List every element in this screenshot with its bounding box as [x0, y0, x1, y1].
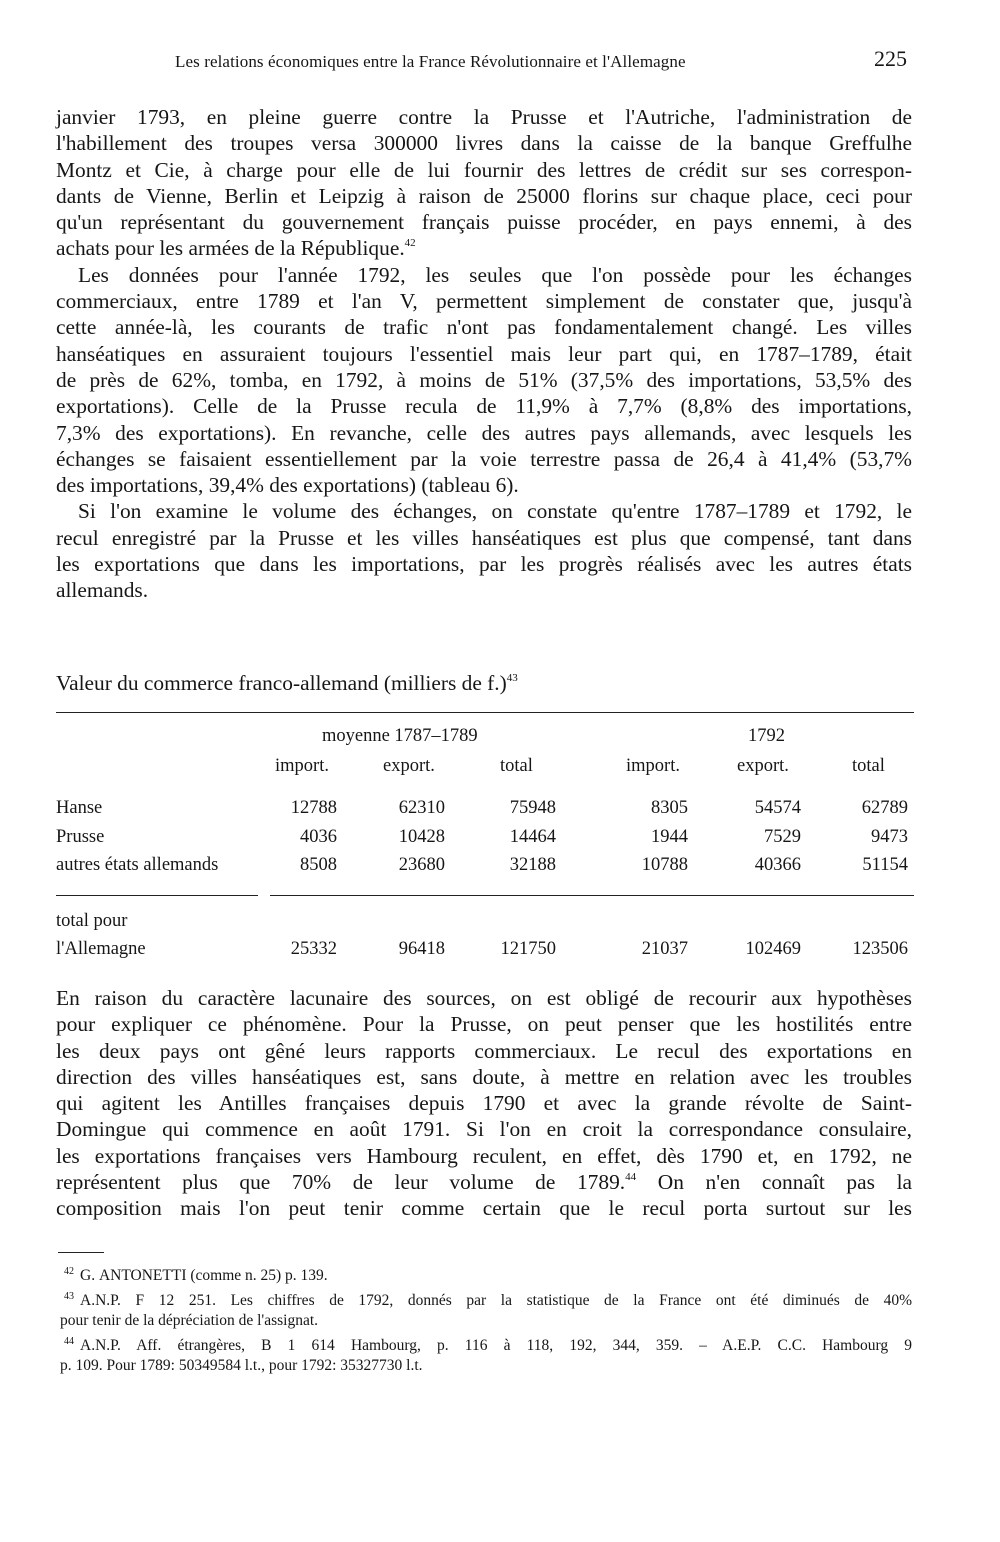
- text-fragment: On n'en connaît pas la: [657, 1170, 913, 1195]
- column-header: total: [500, 756, 533, 776]
- table-cell: 25332: [290, 939, 337, 959]
- text-fragment: représentent plus que 70% de leur volume de 1789.: [56, 1170, 626, 1195]
- table-cell: 62310: [398, 798, 445, 818]
- text-line: Domingue qui commence en août 1791. Si l'on en croit la correspondance consulaire,: [56, 1117, 912, 1142]
- footnotes: [60, 1262, 912, 1377]
- text-fragment: A.N.P. F 12 251. Les chiffres de 1792, donnés par la statistique de la France ont été diminués de 40%: [80, 1291, 912, 1309]
- text-line: les exportations que dans les importations, par les progrès réalisés avec les autres états: [56, 552, 912, 577]
- column-header: export.: [737, 756, 789, 776]
- table-cell: 1944: [651, 827, 688, 847]
- text-line: qu'un représentant du gouvernement français puisse procéder, en pays ennemi, à des: [56, 210, 912, 235]
- paragraph-4: [56, 985, 912, 1222]
- text-line: pour expliquer ce phénomène. Pour la Prusse, on peut penser que les hostilités entre: [56, 1012, 912, 1037]
- table-cell: 7529: [764, 827, 801, 847]
- text-line: des importations, 39,4% des exportations) (tableau 6).: [56, 473, 519, 498]
- footnote-43: [60, 1287, 912, 1332]
- table-cell: 14464: [509, 827, 556, 847]
- text-line: échanges se faisaient essentiellement par la voie terrestre passa de 26,4 à 41,4% (53,7%: [56, 446, 912, 471]
- body-text-bottom: [56, 985, 912, 1222]
- footnote-mark: 42: [64, 1266, 74, 1277]
- text-line: En raison du caractère lacunaire des sources, on est obligé de recourir aux hypothèses: [56, 986, 912, 1010]
- table-caption-text: Valeur du commerce franco-allemand (milliers de f.): [56, 671, 507, 695]
- column-group-header: 1792: [748, 726, 785, 746]
- table-cell: 40366: [754, 855, 801, 875]
- footnote-mark: 43: [64, 1290, 74, 1302]
- text-line: Montz et Cie, à charge pour elle de lui fournir des lettres de crédit sur ses correspon-: [56, 157, 912, 182]
- subtotal-rule: [56, 895, 258, 896]
- footnote-42: [60, 1262, 912, 1287]
- table-cell: 32188: [509, 855, 556, 875]
- table-cell: 21037: [641, 939, 688, 959]
- table-cell: 96418: [398, 939, 445, 959]
- footnote-line: pour tenir de la dépréciation de l'assignat.: [60, 1312, 319, 1329]
- footnote-line: p. 109. Pour 1789: 50349584 l.t., pour 1792: 35327730 l.t.: [60, 1357, 423, 1374]
- text-line: recul enregistré par la Prusse et les villes hanséatiques est plus que compensé, tant dans: [56, 525, 912, 550]
- table-cell: 10788: [641, 855, 688, 875]
- text-fragment: A.N.P. Aff. étrangères, B 1 614 Hambourg, p. 116 à 118, 192, 344, 359. – A.E.P. C.C. Hambourg 9: [80, 1336, 912, 1354]
- footnote-ref: 42: [404, 237, 416, 250]
- table-cell: 51154: [862, 855, 908, 875]
- text-fragment: G.: [80, 1267, 99, 1284]
- column-group-header: moyenne 1787–1789: [322, 726, 478, 746]
- column-header: export.: [383, 756, 435, 776]
- text-line: l'habillement des troupes versa 300000 livres dans la caisse de la banque Greffulhe: [56, 131, 912, 156]
- table-cell: 9473: [871, 827, 908, 847]
- total-row-label: total pour: [56, 911, 128, 931]
- text-fragment: achats pour les armées de la République.: [56, 236, 405, 261]
- row-label: Hanse: [56, 798, 103, 818]
- table-cell: 8508: [300, 855, 337, 875]
- table-caption: [56, 671, 518, 696]
- table-cell: 123506: [852, 939, 908, 959]
- footnote-line: [60, 1332, 912, 1357]
- table-cell: 4036: [300, 827, 337, 847]
- text-line: de près de 62%, tomba, en 1792, à moins de 51% (37,5% des importations, 53,5% des: [56, 367, 912, 392]
- running-header: [175, 44, 915, 78]
- footnote-rule: [58, 1252, 104, 1253]
- subtotal-rule: [270, 895, 914, 896]
- text-line: commerciaux, entre 1789 et l'an V, permettent simplement de constater que, jusqu'à: [56, 289, 912, 314]
- column-header: import.: [626, 756, 680, 776]
- row-label: autres états allemands: [56, 855, 219, 875]
- text-line: composition mais l'on peut tenir comme certain que le recul porta surtout sur les: [56, 1196, 912, 1221]
- text-line: direction des villes hanséatiques est, sans doute, à mettre en relation avec les troubles: [56, 1064, 912, 1089]
- footnote-line: [60, 1287, 912, 1312]
- paragraph-2: [56, 262, 912, 499]
- footnote-44: [60, 1332, 912, 1377]
- table-cell: 102469: [745, 939, 801, 959]
- table-cell: 54574: [754, 798, 801, 818]
- text-line: qui agitent les Antilles françaises depuis 1790 et avec la grande révolte de Saint-: [56, 1091, 912, 1116]
- text-line: Les données pour l'année 1792, les seules que l'on possède pour les échanges: [78, 262, 912, 287]
- column-header: total: [852, 756, 885, 776]
- table-top-rule: [56, 712, 914, 713]
- footnote-ref: 43: [506, 672, 518, 684]
- footnote-mark: 44: [64, 1335, 74, 1347]
- table-cell: 62789: [861, 798, 908, 818]
- table-cell: 10428: [398, 827, 445, 847]
- footnote-ref: 44: [625, 1171, 637, 1184]
- text-line: janvier 1793, en pleine guerre contre la Prusse et l'Autriche, l'administration de: [56, 105, 912, 129]
- text-line: cette année-là, les courants de trafic n'ont pas fondamentalement changé. Les villes: [56, 315, 912, 340]
- table-cell: 121750: [500, 939, 556, 959]
- table-cell: 8305: [651, 798, 688, 818]
- text-line: exportations). Celle de la Prusse recula de 11,9% à 7,7% (8,8% des importations,: [56, 394, 912, 419]
- text-line: [56, 1169, 912, 1195]
- body-text-top: [56, 104, 912, 604]
- paragraph-1: [56, 104, 912, 262]
- text-line: les exportations françaises vers Hambourg reculent, en effet, dès 1790 et, en 1792, ne: [56, 1143, 912, 1168]
- text-line: allemands.: [56, 578, 149, 603]
- table-cell: 75948: [509, 798, 556, 818]
- column-header: import.: [275, 756, 329, 776]
- text-line: hanséatiques en assuraient toujours l'essentiel mais leur part qui, en 1787–1789, était: [56, 341, 912, 366]
- total-row-label: l'Allemagne: [56, 939, 146, 959]
- author-name: ANTONETTI: [98, 1267, 187, 1284]
- text-line: [56, 235, 912, 261]
- text-line: Si l'on examine le volume des échanges, on constate qu'entre 1787–1789 et 1792, le: [78, 499, 912, 524]
- table-cell: 12788: [290, 798, 337, 818]
- running-head-title: Les relations économiques entre la France Révolutionnaire et l'Allemagne: [175, 52, 686, 71]
- row-label: Prusse: [56, 827, 105, 847]
- footnote-line: [60, 1262, 912, 1287]
- paragraph-3: [56, 498, 912, 603]
- page-number: 225: [874, 46, 907, 71]
- text-line: 7,3% des exportations). En revanche, celle des autres pays allemands, avec lesquels les: [56, 420, 912, 445]
- text-line: dants de Vienne, Berlin et Leipzig à raison de 25000 florins sur chaque place, ceci pour: [56, 183, 912, 208]
- text-line: les deux pays ont gêné leurs rapports commerciaux. Le recul des exportations en: [56, 1038, 912, 1063]
- table-cell: 23680: [398, 855, 445, 875]
- text-fragment: (comme n. 25) p. 139.: [186, 1267, 328, 1284]
